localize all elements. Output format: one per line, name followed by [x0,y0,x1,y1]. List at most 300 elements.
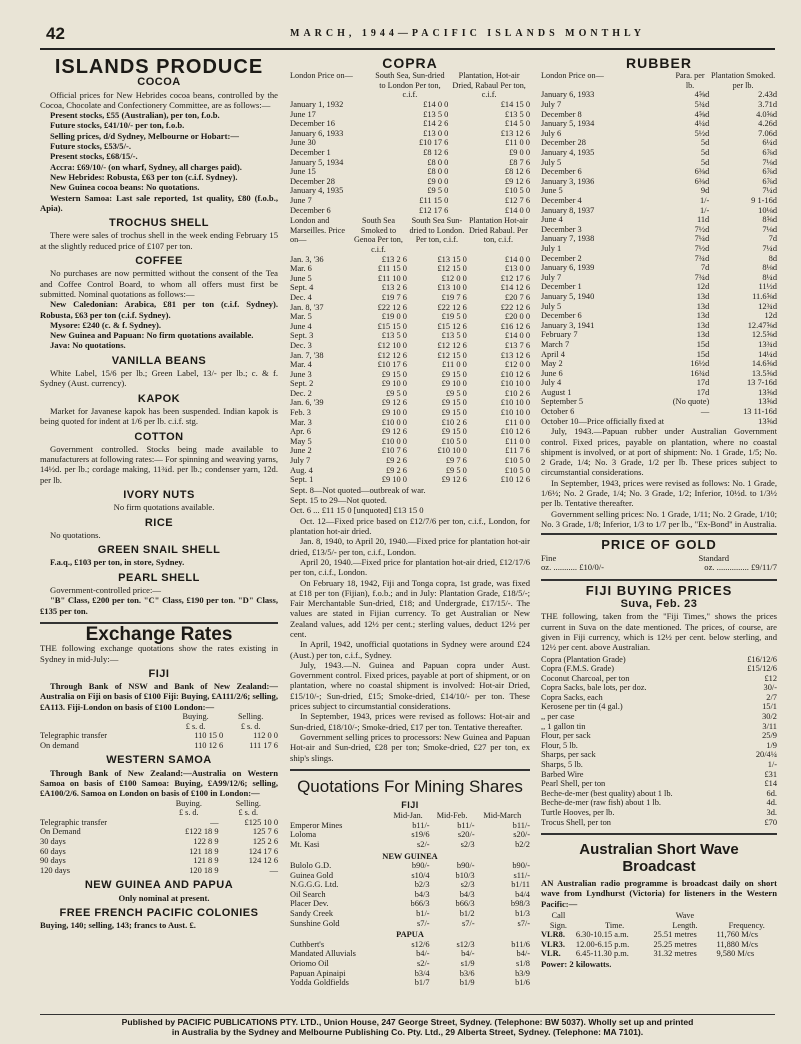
table-cell: b1/2 [459,909,475,919]
table-cell: £12 0 0 [441,273,467,283]
table-header: Buying. [175,798,202,808]
copra-para: In September, 1943, prices were revised as follows: Hot-air and Sun-dried, £18/10/-; Smoke-dried, £17 per ton. Tentative thereafter. [290,711,530,732]
table-header: £ s. d. [240,721,261,731]
exchange-fiji-text: Through Bank of NSW and Bank of New Zealand:—Australia on Fiji on basis of £100 Fiji: Buying, £A111/2/6; selling, £A113. Fiji-London on basis of £100 London:— [40,681,278,712]
table-row [290,186,530,196]
table-cell: s2/3 [460,839,475,849]
table-cell: £10 5 0 [441,436,467,446]
table-cell: 122 8 9 [193,836,219,846]
table-cell: £9 12 6 [381,427,407,437]
table-cell: Mandated Alluvials [290,949,356,959]
table-row [541,779,777,789]
table-cell: Oriomo Oil [290,959,329,969]
table-row [541,273,777,283]
table-row [290,331,530,341]
table-cell: Trocus Shell, per ton [541,817,611,827]
table-cell: b1/3 [515,909,530,919]
table-cell: 11½d [758,282,777,292]
table-row [290,969,530,979]
table-cell: July 6 [541,128,562,138]
table-cell: b1/9 [459,978,475,988]
trochus-title: TROCHUS SHELL [109,217,209,230]
table-cell: 8¼d [762,272,777,282]
table-cell: b1/7 [414,978,430,988]
table-header: Mid-Feb. [436,811,468,821]
exchange-samoa-text: Through Bank of New Zealand:—Australia on Western Samoa on basis of £100 Samoa: Buying, £A99/12/6; selling, £A100/2/6. Samoa on London on basis of £100 in London:— [40,767,278,799]
wave-intro: AN Australian radio programme is broadcast daily on short wave from Lyndhurst (Victoria) for listeners in the Western Pacific:— [541,878,777,909]
table-cell: £22 12 6 [377,302,407,312]
table-cell: b11/- [412,820,430,830]
table-cell: 5d [700,148,710,158]
table-row [541,311,777,321]
table-cell: 7¼d [762,186,777,196]
cocoa-para: Accra: £69/10/- (on wharf, Sydney, all charges paid). [50,161,242,172]
trochus-para: There were sales of trochus shell in the week ending February 15 at the slightly reduced price of £107 per ton. [40,230,278,251]
exchange-ngp-text: Only nominal at present. [118,892,210,903]
cocoa-para: Official prices for New Hebrides cocoa beans, controlled by the Cocoa, Chocolate and Confectionery Committee, are as follows:— [40,89,278,110]
table-cell: 7⅛d [762,224,777,234]
table-cell: £13 0 0 [504,264,530,274]
table-cell: 111 17 6 [249,740,278,750]
table-cell: £14 0 0 [423,100,449,110]
ivory-para: No firm quotations available. [113,502,215,513]
copra-para: In April, 1942, unofficial quotations in Sydney were around £24 (Aust.) per ton, c.i.f., Sydney. [290,639,530,660]
table-cell: July 5 [541,157,562,167]
table-cell: 4d. [766,798,777,808]
table-cell: 4⅝d [694,109,710,119]
rice-para: No quotations. [50,529,101,540]
table-header: South Sea Sun-dried to London. Per ton, c.i.f. [409,216,465,245]
table-cell: 3.71d [758,100,777,110]
table-row [290,389,530,399]
table-row [541,407,777,417]
table-cell: £12 7 6 [504,196,530,206]
table-cell: £19 7 6 [381,292,407,302]
table-row [541,110,777,120]
table-cell: 11,760 M/cs [716,930,759,940]
table-cell: £11 7 6 [505,446,530,456]
mining-papua-title: PAPUA [396,930,424,940]
wave-rows [541,930,777,959]
table-header [40,799,159,809]
table-cell: b4/- [516,949,530,959]
table-cell: 1/- [699,205,710,215]
table-cell: June 15 [290,167,316,177]
table-row [290,880,530,890]
table-cell: £13 0 0 [423,128,449,138]
table-cell: 124 12 6 [248,856,278,866]
exchange-samoa-title: WESTERN SAMOA [106,754,212,767]
table-cell: December 4 [541,196,582,206]
table-cell: £70 [764,817,777,827]
table-cell: — [210,817,219,827]
table-cell: £9 10 0 [381,408,407,418]
snail-title: GREEN SNAIL SHELL [97,544,221,557]
table-cell: £13 15 0 [437,254,467,264]
table-cell: Dec. 2 [290,388,312,398]
exchange-samoa-table [40,799,278,876]
table-cell: £11 0 0 [505,436,530,446]
table-cell: 13⅝d [758,416,777,426]
table-cell: £13 5 0 [504,109,530,119]
table-cell: £13 10 0 [437,283,467,293]
table-header: Mid-Jan. [393,811,423,821]
table-cell: December 6 [541,311,582,321]
table-cell: June 2 [290,446,312,456]
coffee-para: New Guinea and Papuan: No firm quotations available. [50,330,254,341]
table-cell: Cuthbert's [290,939,325,949]
table-cell: April 4 [541,349,565,359]
table-cell: b90/- [512,861,530,871]
table-cell: s20/- [457,830,475,840]
kapok-para: Market for Javanese kapok has been suspended. Indian kapok is being quoted for indent at 1/6 per lb. c.i.f. stg. [40,405,278,427]
table-cell: £9 5 0 [445,465,467,475]
table-cell: 4.0⅝d [756,109,777,119]
islands-produce-heading: ISLANDS PRODUCE [54,56,264,78]
table-row [541,770,777,780]
table-cell: 2.43d [758,90,777,100]
table-cell: 17d [696,387,710,397]
table-cell: 9,580 M/cs [716,949,755,959]
table-cell: 6⅞d [762,176,777,186]
copra-para: Government selling prices to processors: New Guinea and Papuan Hot-air and Sun-dried, £28 per ton; Smoke-dried, £27 per ton, ex ship's slings. [290,731,530,763]
table-cell: b98/3 [510,899,530,909]
table-cell: 6⅞d [762,167,777,177]
cotton-title: COTTON [134,430,184,443]
table-cell: b2/2 [515,839,530,849]
table-cell: 13¾d [758,339,777,349]
rubber-para: In September, 1943, prices were revised as follows: No. 1 Grade, 1/6½; No. 2 Grade, 1/4; No. 3 Grade, 1/2; Inferior, 10½d. to 1/3½ per lb. Tentative thereafter. [541,477,777,509]
table-cell: £13 5 0 [381,331,407,341]
table-cell: £10 10 0 [500,408,530,418]
table-cell: £9 10 0 [441,379,467,389]
table-row [541,148,777,158]
copra-note: Sept. 15 to 29—Not quoted. [290,495,387,506]
fiji-prices-rows [541,655,777,828]
mining-heading: Quotations For Mining Shares [290,769,530,797]
table-header [40,808,159,818]
mining-papua-rows [290,940,530,988]
table-row [290,341,530,351]
copra-note: Sept. 8—Not quoted—outbreak of war. [290,484,426,495]
table-row [290,264,530,274]
gold-fine-value: oz. ........... £10/0/- [541,562,605,573]
table-cell: Jan. 8, '37 [290,302,324,312]
cocoa-para: Selling prices, d/d Sydney, Melbourne or Hobart:— [50,130,239,141]
copra-heading: COPRA [382,55,438,71]
table-cell: July 4 [541,378,562,388]
table-row [541,138,777,148]
table-header [716,911,777,921]
copra-table-1 [290,71,530,215]
table-cell: 12.47⅝d [747,320,777,330]
table-row [290,283,530,293]
table-cell: 30/- [763,683,777,693]
table-cell: 110 15 0 [194,731,224,741]
table-cell: 12d [696,282,710,292]
gold-heading: PRICE OF GOLD [541,533,777,550]
table-row [290,129,530,139]
rubber-para: Government selling prices: No. 1 Grade, 1/11; No. 2 Grade, 1/10; No. 3 Grade, 1/8; Inferior, 1/3 to 1/7 per lb., "Ex-Bond" in Australia. [541,508,777,529]
fiji-prices-table [541,655,777,828]
table-cell: £10 10 0 [500,379,530,389]
table-cell: 4⅝d [694,90,710,100]
copra-rows-1 [290,100,530,215]
table-cell: £10 12 6 [500,427,530,437]
table-cell: b3/6 [459,968,475,978]
table-cell: 7½d [694,224,710,234]
table-cell: £10 2 6 [504,388,530,398]
wave-heading: Australian Short Wave Broadcast [541,833,777,875]
table-cell: October 10—Price officially fixed at [541,416,665,426]
table-cell: December 8 [541,109,582,119]
table-row [290,398,530,408]
table-header: Time. [605,920,625,930]
table-cell: July 1 [541,243,562,253]
table-cell: £10 12 6 [500,475,530,485]
cotton-para: Government controlled. Stocks being made available to manufacturers at following rates:— For spinning and weaving yarns, 14½d. per lb.; cordage making, 11¾d. per lb.; condenser yarn, 12d. per lb. [40,443,278,485]
table-row [541,206,777,216]
table-cell: £9 5 0 [385,388,407,398]
table-cell: s19/6 [411,830,430,840]
table-row [541,234,777,244]
table-cell: £13 5 0 [423,109,449,119]
table-row [290,312,530,322]
coffee-para: Mysore: £240 (c. & f. Sydney). [50,319,162,330]
column-right [541,55,777,970]
table-cell: £10 10 0 [500,398,530,408]
table-cell: June 7 [290,196,312,206]
table-header [576,911,654,921]
table-cell: (No quote) [672,397,710,407]
table-cell: 8⅝d [762,215,777,225]
table-row [290,940,530,950]
table-cell: Kerosene per tin (4 gal.) [541,702,623,712]
table-header: London and Marseilles. Price on— [290,216,346,245]
table-row [541,321,777,331]
table-cell: 6⅞d [762,148,777,158]
table-cell: £11 15 0 [377,264,407,274]
fiji-prices-intro: THE following, taken from the "Fiji Times," shows the prices current in Suva on the date mentioned. The prices, of course, are given in Fiji currency, which is 12½ per cent. below sterling, and 12½ per cent. above Australian. [541,611,777,653]
table-header: Sign. [549,920,567,930]
table-cell: Feb. 3 [290,408,311,418]
table-cell: s12/6 [411,939,430,949]
cocoa-para: Future stocks, £53/5/-. [50,141,132,152]
table-cell: 10⅛d [758,205,777,215]
table-row [541,789,777,799]
table-row [541,683,777,693]
table-row [40,818,278,828]
table-row [290,370,530,380]
table-cell: b4/3 [459,889,475,899]
table-cell: 4¼d [694,119,710,129]
table-cell: 15d [696,349,710,359]
table-cell: £13 12 6 [500,128,530,138]
table-cell: £12 12 6 [437,340,467,350]
table-row [541,340,777,350]
table-cell: 9d [700,186,710,196]
exchange-fiji-title: FIJI [148,667,170,680]
table-row [290,861,530,871]
table-row [541,664,777,674]
table-row [541,930,777,940]
table-cell: £9 2 6 [385,456,407,466]
table-cell: Flour, per sack [541,731,591,741]
rubber-rows [541,90,777,426]
table-cell: 17d [696,378,710,388]
cocoa-para: Present stocks, £55 (Australian), per ton, f.o.b. [50,110,220,121]
table-cell: September 5 [541,397,584,407]
table-cell: Placer Dev. [290,899,329,909]
table-header: Plantation Hot-air Dried Rabaul. Per ton, c.i.f. [468,216,528,245]
table-row [541,949,777,959]
rubber-table [541,71,777,426]
table-cell: 7.06d [758,128,777,138]
table-cell: 16¾d [690,368,710,378]
mining-fiji-rows [290,821,530,850]
table-cell: £13 2 6 [381,254,407,264]
table-header: Selling. [238,712,264,722]
table-cell: January 6, 1933 [541,90,595,100]
table-row [290,167,530,177]
table-cell: £14 0 0 [504,205,530,215]
table-row [541,282,777,292]
table-cell: £13 2 6 [381,283,407,293]
table-cell: 13 7-16d [746,378,777,388]
table-cell: December 1 [541,282,582,292]
table-cell: June 30 [290,138,316,148]
table-row [541,254,777,264]
table-row [290,408,530,418]
table-cell: January 1, 1932 [290,100,344,110]
table-cell: £10 5 0 [504,186,530,196]
table-cell: VLR8. [541,930,565,940]
table-cell: 8d [768,253,777,263]
table-header: Wave [675,911,695,921]
table-row [290,293,530,303]
table-cell: 90 days [40,856,66,866]
table-cell: £11 0 0 [505,138,530,148]
table-cell: 14¼d [758,349,777,359]
coffee-para: Java: No quotations. [50,340,126,351]
table-header: London Price on— [541,71,604,81]
table-cell: 11,880 M/cs [716,939,759,949]
table-cell: July 5 [541,301,562,311]
table-cell: 13d [696,311,710,321]
table-row [541,350,777,360]
publisher-footer [40,1014,775,1037]
table-cell: £9 15 0 [381,369,407,379]
table-cell: Yodda Goldfields [290,978,349,988]
table-cell: £9 15 0 [441,369,467,379]
table-cell: 13.5⅝d [751,368,777,378]
table-cell: 5d [700,138,710,148]
table-cell: £9 15 0 [441,427,467,437]
table-cell: Beche-de-mer (best quality) about 1 lb. [541,788,673,798]
table-cell: June 6 [541,368,563,378]
table-row [541,388,777,398]
table-cell: £9 5 0 [427,186,449,196]
table-row [290,158,530,168]
table-cell: 4.26d [758,119,777,129]
table-cell: 7d [700,263,710,273]
copra-para: July, 1943.—N. Guinea and Papuan copra under Aust. Government control. Fixed prices, payable at port of shipment, or on plantation, where no coastal shipment is involved: Hot-air Dried, £15/10/-; Sun-dried, £15; Smoke-dried, £14/10/- per ton. These prices subject to circumstantial considerations. [290,659,530,712]
table-row [541,119,777,129]
table-cell: s1/9 [460,959,475,969]
table-cell: £13 7 6 [504,340,530,350]
table-cell: £9 2 6 [385,465,407,475]
mining-ng-title: NEW GUINEA [382,851,438,861]
table-row [541,674,777,684]
mining-ng-rows [290,861,530,928]
table-cell: Sunshine Gold [290,918,340,928]
table-cell: £15 12 6 [437,321,467,331]
table-cell: £13 5 0 [441,331,467,341]
copra-table-2 [290,216,530,485]
table-cell: Copra (Plantation Grade) [541,654,626,664]
table-cell: January 5, 1934 [541,119,595,129]
table-cell: £12 17 6 [418,205,449,215]
table-cell: January 3, 1936 [541,176,595,186]
table-cell: 20/4¼ [755,750,777,760]
table-cell: 8⅛d [762,263,777,273]
table-row [290,978,530,988]
table-row [541,158,777,168]
table-cell: 6⅜d [694,167,710,177]
table-cell: s2/3 [460,880,475,890]
table-row [541,818,777,828]
table-cell: 5½d [694,128,710,138]
table-cell: £8 0 0 [427,157,449,167]
table-cell: b90/- [411,861,430,871]
wave-table [541,911,777,959]
table-header: Frequency. [728,920,765,930]
table-cell: s11/- [513,870,530,880]
cocoa-para: New Guinea cocoa beans: No quotations. [50,182,200,193]
table-cell: VLR3. [541,939,565,949]
table-row [541,702,777,712]
table-row [290,100,530,110]
table-cell: £10 10 0 [437,446,467,456]
table-cell: On demand [40,740,79,750]
table-row [290,830,530,840]
table-cell: June 4 [290,321,312,331]
table-cell: £8 7 6 [509,157,530,167]
table-row [541,302,777,312]
table-row [541,177,777,187]
table-row [290,959,530,969]
table-cell: b4/- [416,949,430,959]
table-row [541,196,777,206]
table-cell: Sandy Creek [290,909,334,919]
table-cell: b66/3 [410,899,430,909]
table-cell: £10 0 0 [381,417,407,427]
table-cell: Mt. Kasi [290,839,320,849]
cocoa-para: Future stocks, £41/10/- per ton, f.o.b. [50,120,185,131]
table-header: £ s. d. [238,808,259,818]
table-cell: December 28 [541,138,586,148]
table-header: Length. [672,920,698,930]
table-row [290,466,530,476]
table-row [541,760,777,770]
table-cell: 121 18 9 [189,846,219,856]
table-cell: £9 0 0 [509,148,530,158]
table-cell: Sharps, 5 lb. [541,760,583,770]
table-row [541,90,777,100]
table-cell: December 16 [290,119,335,129]
table-cell: August 1 [541,387,572,397]
table-row [541,741,777,751]
